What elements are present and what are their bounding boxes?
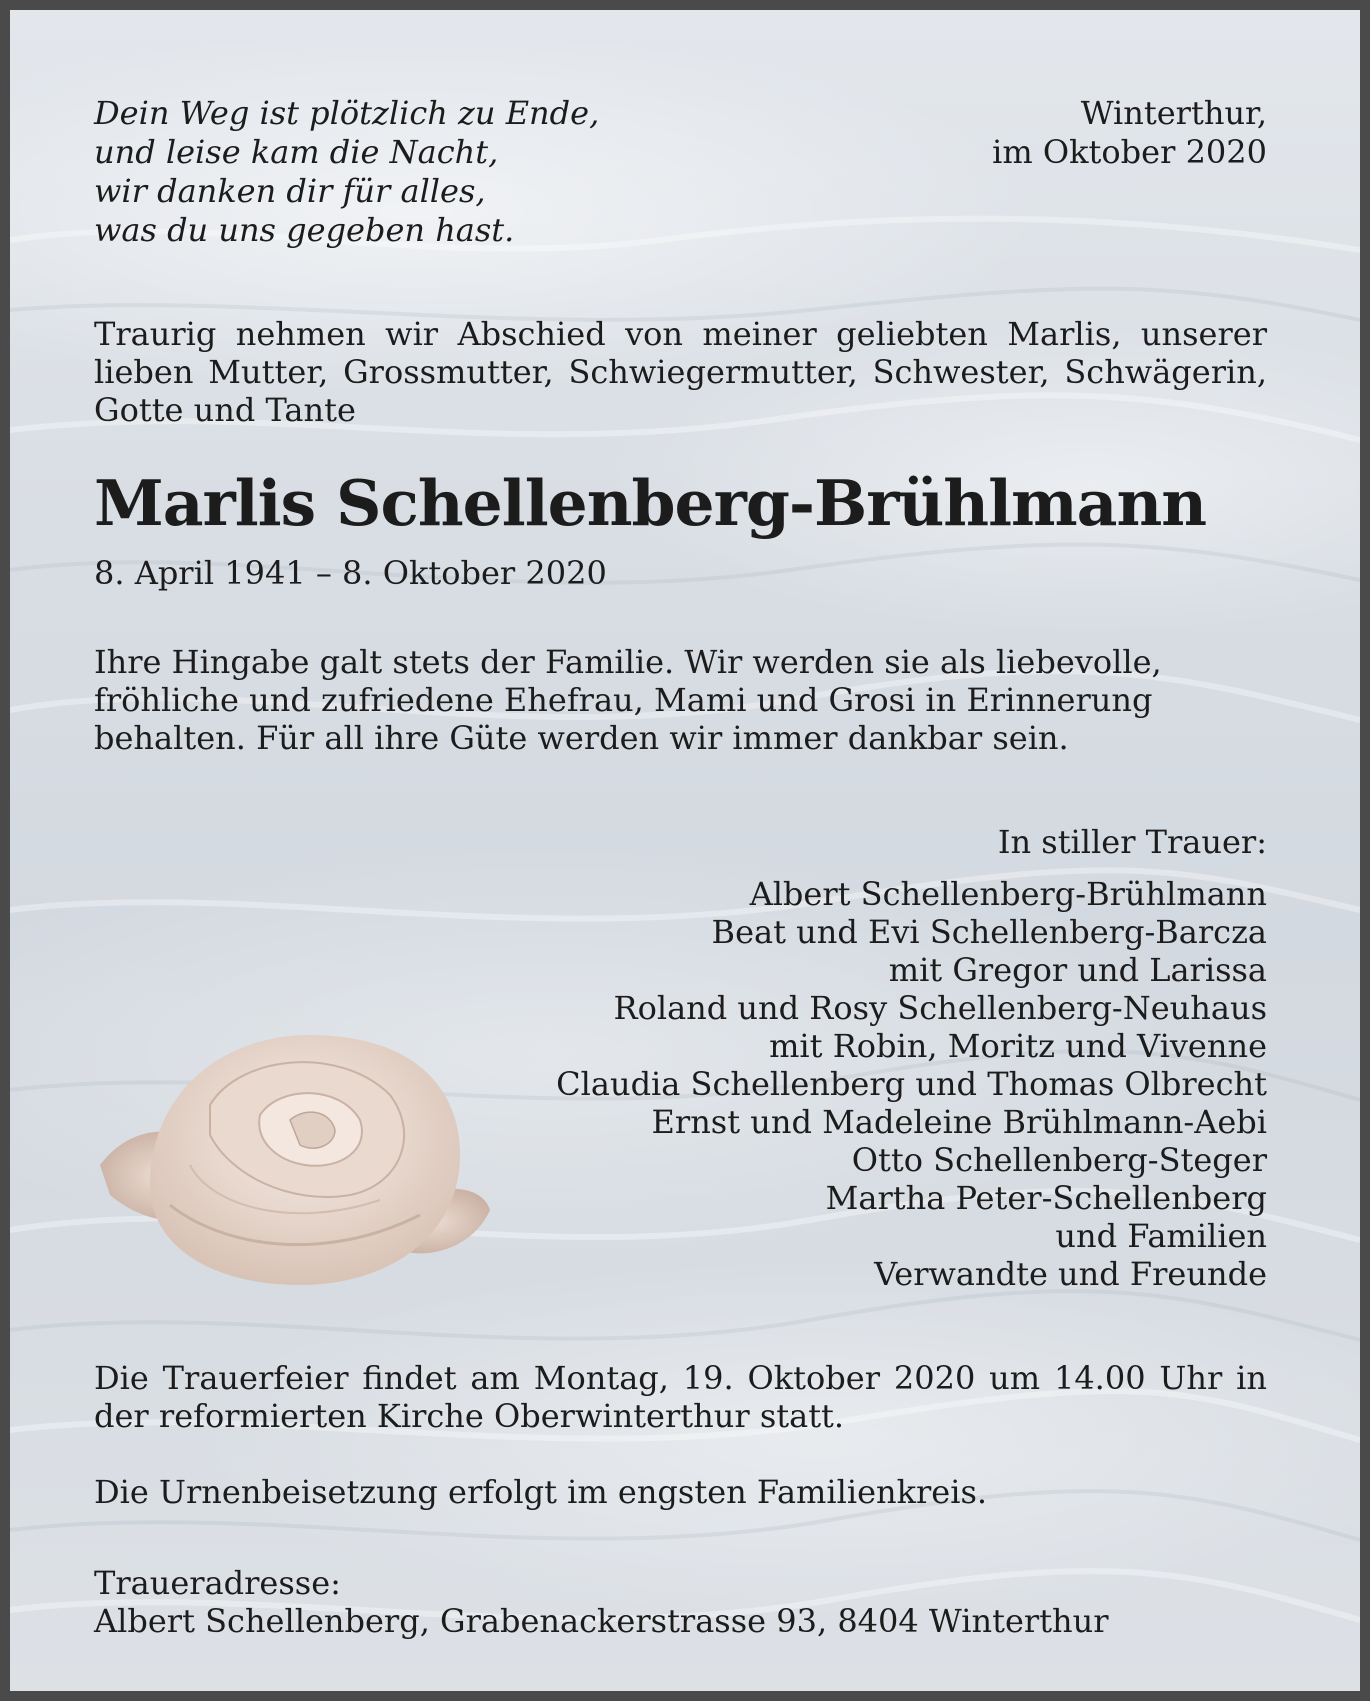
mourner-entry: Otto Schellenberg-Steger [851, 1141, 1267, 1179]
life-dates: 8. April 1941 – 8. Oktober 2020 [94, 554, 607, 592]
place-and-date [992, 94, 1267, 172]
mourners-list [556, 875, 1267, 1293]
mourners-heading: In stiller Trauer: [997, 823, 1267, 861]
mourner-entry: Albert Schellenberg-Brühlmann [749, 875, 1267, 913]
mourner-entry: Martha Peter-Schellenberg [825, 1179, 1267, 1217]
mourner-entry: Roland und Rosy Schellenberg-Neuhaus [613, 989, 1267, 1027]
mourner-entry: Beat und Evi Schellenberg-Barcza [711, 913, 1267, 951]
mourner-entry: Ernst und Madeleine Brühlmann-Aebi [651, 1103, 1267, 1141]
poem-line: was du uns gegeben hast. [94, 211, 515, 249]
mourning-address: Albert Schellenberg, Grabenackerstrasse 93, 8404 Winterthur [94, 1602, 1109, 1640]
deceased-name: Marlis Schellenberg-Brühlmann [94, 466, 1207, 540]
poem-line: Dein Weg ist plötzlich zu Ende, [94, 94, 600, 132]
mourner-entry: mit Robin, Moritz und Vivenne [769, 1027, 1267, 1065]
intro-text: Traurig nehmen wir Abschied von meiner geliebten Marlis, unserer lieben Mutter, Grossmutter, Schwiegermutter, Schwester, Schwägerin, Gotte und Tante [94, 315, 1267, 429]
mourner-entry: Verwandte und Freunde [874, 1255, 1267, 1293]
urn-info: Die Urnenbeisetzung erfolgt im engsten Familienkreis. [94, 1473, 988, 1511]
place-city: Winterthur, [1080, 94, 1267, 132]
mourner-entry: Claudia Schellenberg und Thomas Olbrecht [556, 1065, 1267, 1103]
poem [94, 94, 599, 250]
place-date: im Oktober 2020 [992, 133, 1267, 171]
poem-line: wir danken dir für alles, [94, 172, 486, 210]
ceremony-info: Die Trauerfeier findet am Montag, 19. Oktober 2020 um 14.00 Uhr in der reformierten Kirche Oberwinterthur statt. [94, 1359, 1267, 1435]
mourner-entry: und Familien [1055, 1217, 1267, 1255]
obituary-card [10, 10, 1360, 1691]
mourner-entry: mit Gregor und Larissa [888, 951, 1267, 989]
address-label: Traueradresse: [94, 1564, 341, 1602]
poem-line: und leise kam die Nacht, [94, 133, 499, 171]
tribute-text: Ihre Hingabe galt stets der Familie. Wir werden sie als liebevolle, fröhliche und zufriedene Ehefrau, Mami und Grosi in Erinnerung behalten. Für all ihre Güte werden wir immer dankbar sein. [94, 643, 1162, 757]
rose-image [90, 1015, 510, 1300]
